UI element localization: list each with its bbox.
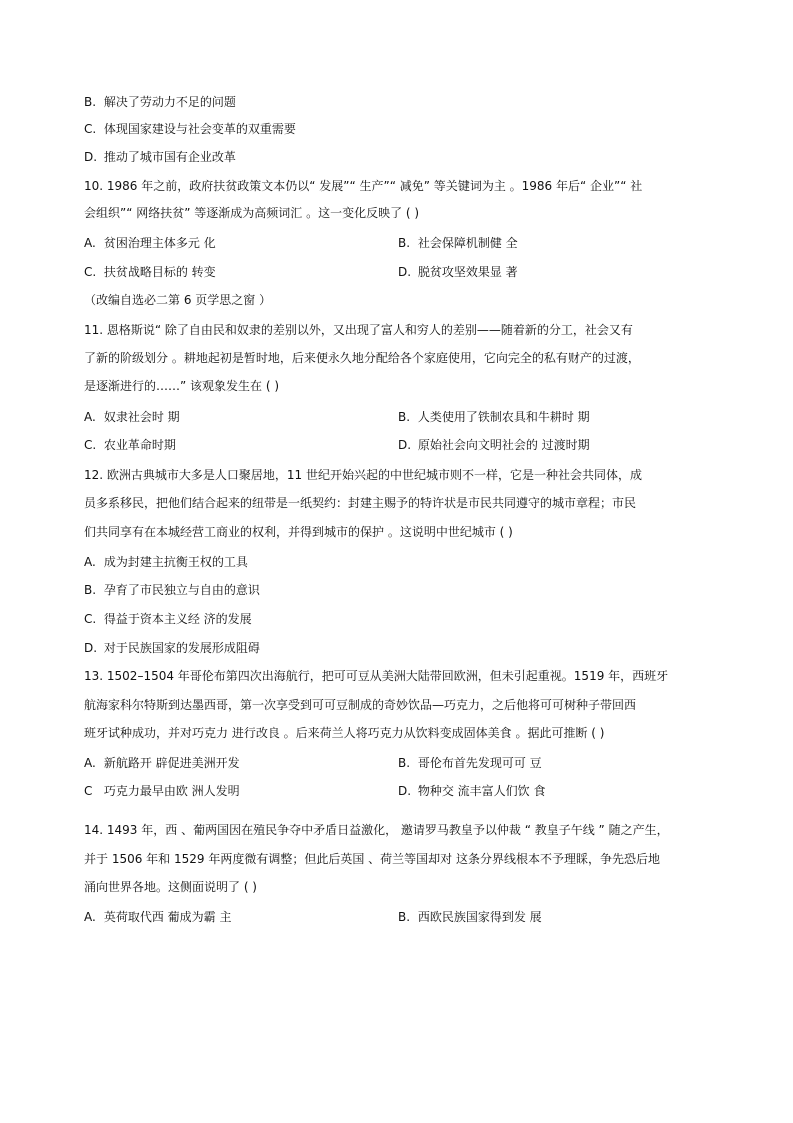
q13-stem-line-2: 航海家科尔特斯到达墨西哥，第一次享受到可可豆制成的奇妙饮品—巧克力，之后他将可可树种子带回西 [84, 698, 637, 712]
q11-option-b [398, 409, 590, 425]
q11-stem-line-3: 是逐渐进行的……” 该观象发生在 ( ) [84, 379, 280, 393]
option-text: 巧克力最早由欧 洲人发明 [103, 784, 240, 798]
q9-option-d [84, 149, 236, 165]
option-text: 体现国家建设与社会变革的双重需要 [103, 122, 296, 136]
q11-option-a [84, 409, 180, 425]
q12-option-c [84, 611, 252, 627]
q12-stem-line-3: 们共同享有在本城经营工商业的权利，并得到城市的保护 。这说明中世纪城市 ( ) [84, 525, 513, 539]
option-label: B. [398, 410, 411, 424]
option-text: 物种交 流丰富人们饮 食 [417, 784, 546, 798]
option-label: A. [84, 555, 96, 569]
option-label: A. [84, 236, 96, 250]
option-label: C. [84, 612, 97, 626]
option-label: C. [84, 122, 97, 136]
option-label: C. [84, 265, 97, 279]
q14-option-a [84, 909, 231, 925]
option-label: D. [84, 150, 98, 164]
option-text: 哥伦布首先发现可可 豆 [417, 756, 542, 770]
q12-option-d [84, 640, 260, 656]
q13-option-b [398, 755, 542, 771]
option-label: A. [84, 410, 96, 424]
q10-option-c [84, 264, 216, 280]
option-label: B. [398, 910, 411, 924]
option-text: 对于民族国家的发展形成阻碍 [103, 641, 260, 655]
q14-stem-line-3: 涌向世界各地。这侧面说明了 ( ) [84, 880, 257, 894]
option-label: D. [398, 265, 412, 279]
option-text: 英荷取代西 葡成为霸 主 [103, 910, 232, 924]
q14-stem-line-2: 并于 1506 年和 1529 年两度微有调整；但此后英国 、荷兰等国却对 这条分界线根本不予理睬，争先恐后地 [84, 852, 660, 866]
q12-stem-line-2: 员多系移民，把他们结合起来的纽带是一纸契约：封建主赐予的特许状是市民共同遵守的城市章程；市民 [84, 496, 637, 510]
option-text: 解决了劳动力不足的问题 [103, 95, 236, 109]
q10-source-note: （改编自选必二第 6 页学思之窗 ） [84, 293, 272, 307]
option-text: 得益于资本主义经 济的发展 [103, 612, 252, 626]
q13-option-a [84, 755, 240, 771]
option-text: 新航路开 辟促进美洲开发 [103, 756, 240, 770]
option-text: 原始社会向文明社会的 过渡时期 [417, 438, 590, 452]
q14-option-b [398, 909, 542, 925]
option-text: 农业革命时期 [103, 438, 176, 452]
q13-stem-line-3: 班牙试种成功，并对巧克力 进行改良 。后来荷兰人将巧克力从饮料变成固体美食 。据此可推断 ( ) [84, 726, 605, 740]
q10-option-a [84, 235, 216, 251]
option-label: B. [84, 95, 97, 109]
option-label: D. [84, 641, 98, 655]
option-label: B. [84, 583, 97, 597]
option-text: 孕育了市民独立与自由的意识 [103, 583, 260, 597]
option-text: 社会保障机制健 全 [417, 236, 518, 250]
q12-option-b [84, 582, 260, 598]
option-text: 成为封建主抗衡王权的工具 [103, 555, 248, 569]
q11-stem-line-1: 11. 恩格斯说“ 除了自由民和奴隶的差别以外，又出现了富人和穷人的差别——随着新的分工，社会又有 [84, 323, 633, 337]
q12-stem-line-1: 12. 欧洲古典城市大多是人口聚居地，11 世纪开始兴起的中世纪城市则不一样，它是一种社会共同体，成 [84, 468, 642, 482]
q9-option-b [84, 94, 236, 110]
q12-option-a [84, 554, 248, 570]
q13-stem-line-1: 13. 1502–1504 年哥伦布第四次出海航行，把可可豆从美洲大陆带回欧洲，但未引起重视。1519 年，西班牙 [84, 669, 669, 683]
option-text: 人类使用了铁制农具和牛耕时 期 [417, 410, 590, 424]
option-label: C. [84, 438, 97, 452]
option-text: 西欧民族国家得到发 展 [417, 910, 542, 924]
q10-stem-line-2: 会组织”“ 网络扶贫” 等逐渐成为高频词汇 。这一变化反映了 ( ) [84, 206, 420, 220]
option-label: A. [84, 756, 96, 770]
q11-option-c [84, 437, 176, 453]
q13-option-c [84, 783, 240, 799]
option-label: D. [398, 784, 412, 798]
option-label: D. [398, 438, 412, 452]
q10-option-b [398, 235, 518, 251]
option-label: B. [398, 236, 411, 250]
option-text: 推动了城市国有企业改革 [103, 150, 236, 164]
option-label: A. [84, 910, 96, 924]
option-text: 贫困治理主体多元 化 [103, 236, 216, 250]
option-text: 奴隶社会时 期 [103, 410, 180, 424]
q14-stem-line-1: 14. 1493 年，西 、葡两国因在殖民争夺中矛盾日益激化， 邀请罗马教皇予以仲裁 “ 教皇子午线 ” 随之产生， [84, 823, 669, 837]
q10-stem-line-1: 10. 1986 年之前，政府扶贫政策文本仍以“ 发展”“ 生产”“ 减免” 等关键词为主 。1986 年后“ 企业”“ 社 [84, 179, 643, 193]
option-text: 脱贫攻坚效果显 著 [417, 265, 518, 279]
option-label: C [84, 784, 93, 798]
q11-stem-line-2: 了新的阶级划分 。耕地起初是暂时地，后来便永久地分配给各个家庭使用，它向完全的私有财产的过渡， [84, 351, 640, 365]
option-text: 扶贫战略目标的 转变 [103, 265, 216, 279]
q13-option-d [398, 783, 545, 799]
option-label: B. [398, 756, 411, 770]
q10-option-d [398, 264, 518, 280]
q11-option-d [398, 437, 590, 453]
q9-option-c [84, 121, 296, 137]
